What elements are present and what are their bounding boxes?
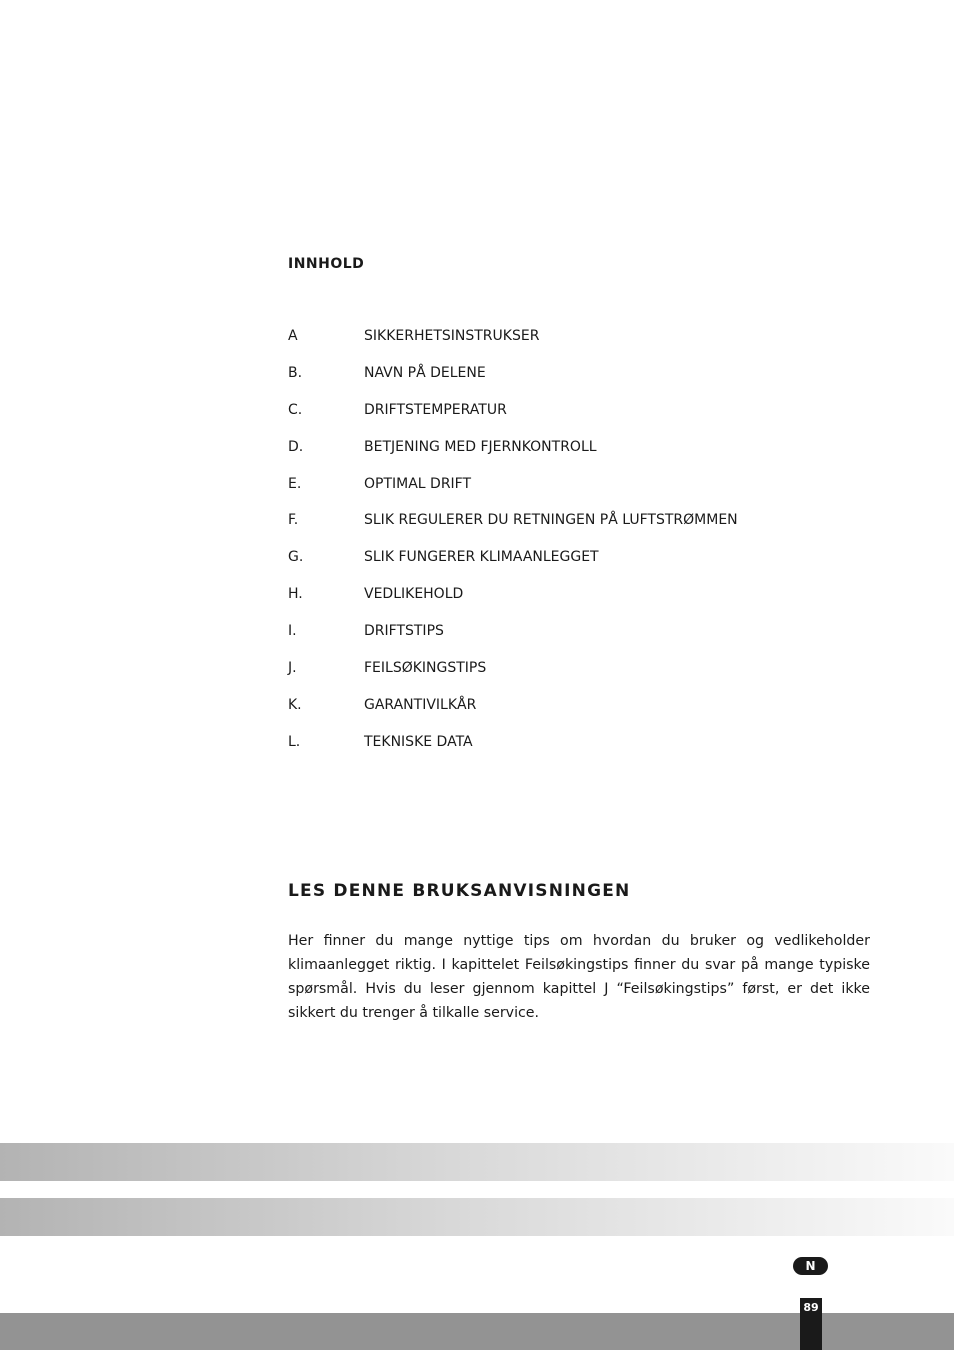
toc-item-letter: F. xyxy=(288,512,299,529)
toc-item[interactable] xyxy=(288,365,848,402)
toc-item-letter: C. xyxy=(288,401,303,418)
decorative-gradient-band xyxy=(0,1143,954,1181)
toc-item-letter: J. xyxy=(288,660,297,677)
toc-item-letter: E. xyxy=(288,475,302,492)
toc-item[interactable] xyxy=(288,439,848,476)
toc-item-letter: A xyxy=(288,328,298,344)
toc-item-letter: D. xyxy=(288,438,304,455)
toc-item-title: SLIK REGULERER DU RETNINGEN PÅ LUFTSTRØMMEN xyxy=(364,512,738,529)
toc-item-title: BETJENING MED FJERNKONTROLL xyxy=(364,438,597,455)
toc-item[interactable] xyxy=(288,328,848,365)
toc-item-title: SIKKERHETSINSTRUKSER xyxy=(364,328,540,344)
toc-item-title: OPTIMAL DRIFT xyxy=(364,475,472,492)
toc-item-title: GARANTIVILKÅR xyxy=(364,696,477,713)
toc-item-title: TEKNISKE DATA xyxy=(364,733,473,750)
toc-item[interactable] xyxy=(288,586,848,623)
toc-item-letter: I. xyxy=(288,623,297,640)
toc-item[interactable] xyxy=(288,660,848,697)
toc-item-letter: K. xyxy=(288,696,302,713)
toc-item-title: DRIFTSTIPS xyxy=(364,623,444,640)
language-badge: N xyxy=(793,1257,828,1275)
toc-item[interactable] xyxy=(288,623,848,660)
toc-item-title: VEDLIKEHOLD xyxy=(364,586,464,603)
toc-item-title: DRIFTSTEMPERATUR xyxy=(364,401,507,418)
intro-paragraph: Her finner du mange nyttige tips om hvordan du bruker og vedlikeholder klimaanlegget riktig. I kapittelet Feilsøkingstips finner du svar på mange typiske spørsmål. Hvis du leser gjennom kapittel J “Feilsøkingstips” først, er det ikke sikkert du trenger å tilkalle service. xyxy=(288,933,870,1021)
toc-item-letter: B. xyxy=(288,364,303,381)
page-number: 89 xyxy=(803,1301,819,1314)
toc-item-letter: H. xyxy=(288,586,303,603)
toc-item-letter: L. xyxy=(288,733,301,750)
toc-item[interactable] xyxy=(288,476,848,513)
toc-item[interactable] xyxy=(288,512,848,549)
toc-item[interactable] xyxy=(288,402,848,439)
toc-item[interactable] xyxy=(288,549,848,586)
toc-heading: INNHOLD xyxy=(288,256,365,272)
decorative-gradient-band xyxy=(0,1198,954,1236)
toc-item-title: NAVN PÅ DELENE xyxy=(364,364,486,381)
toc-item[interactable] xyxy=(288,734,848,771)
toc-item-title: FEILSØKINGSTIPS xyxy=(364,660,487,677)
toc-list xyxy=(288,328,848,771)
section-heading: LES DENNE BRUKSANVISNINGEN xyxy=(288,881,631,901)
toc-item-title: SLIK FUNGERER KLIMAANLEGGET xyxy=(364,549,599,566)
toc-item[interactable] xyxy=(288,697,848,734)
toc-item-letter: G. xyxy=(288,549,304,566)
